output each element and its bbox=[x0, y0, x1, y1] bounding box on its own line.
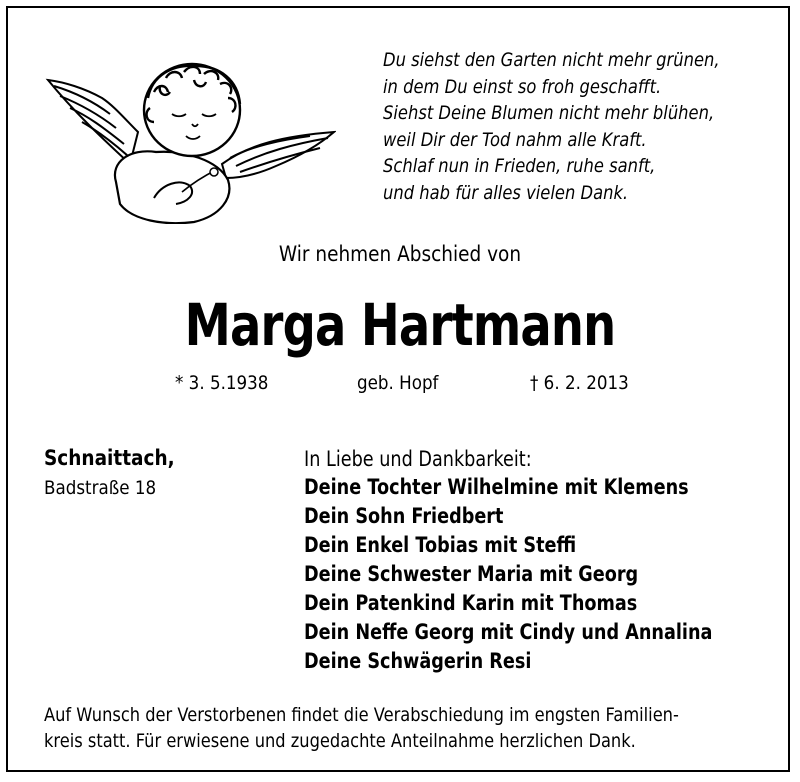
family-lead: In Liebe und Dankbarkeit: bbox=[304, 447, 532, 471]
cherub-angel-icon bbox=[44, 52, 336, 224]
family-member: Dein Sohn Friedbert bbox=[304, 504, 504, 528]
poem-line: weil Dir der Tod nahm alle Kraft. bbox=[383, 128, 647, 151]
maiden-name: geb. Hopf bbox=[357, 372, 439, 394]
family-member: Dein Patenkind Karin mit Thomas bbox=[304, 591, 638, 615]
footer-line: kreis statt. Für erwiesene und zugedachte Anteilnahme herzlichen Dank. bbox=[44, 730, 636, 752]
birth-date: * 3. 5.1938 bbox=[175, 372, 269, 394]
poem-line: Schlaf nun in Frieden, ruhe sanft, bbox=[383, 155, 656, 178]
poem-line: Siehst Deine Blumen nicht mehr blühen, bbox=[383, 102, 715, 125]
address-street: Badstraße 18 bbox=[44, 477, 157, 499]
footer-note bbox=[44, 702, 754, 754]
family-member: Deine Tochter Wilhelmine mit Klemens bbox=[304, 475, 689, 499]
intro-text: Wir nehmen Abschied von bbox=[278, 242, 522, 266]
family-list bbox=[304, 446, 741, 676]
poem-line: Du siehst den Garten nicht mehr grünen, bbox=[383, 49, 720, 71]
deceased-name: Marga Hartmann bbox=[184, 291, 616, 359]
poem bbox=[383, 47, 720, 207]
poem-line: und hab für alles vielen Dank. bbox=[383, 181, 629, 204]
poem-line: in dem Du einst so froh geschafft. bbox=[383, 75, 662, 98]
family-member: Dein Enkel Tobias mit Steffi bbox=[304, 533, 577, 557]
family-member: Deine Schwägerin Resi bbox=[304, 649, 532, 673]
death-date: † 6. 2. 2013 bbox=[530, 372, 629, 394]
family-member: Dein Neffe Georg mit Cindy und Annalina bbox=[304, 620, 713, 644]
address-city: Schnaittach, bbox=[44, 446, 175, 470]
footer-line: Auf Wunsch der Verstorbenen findet die Verabschiedung im engsten Familien- bbox=[44, 704, 679, 726]
family-member: Deine Schwester Maria mit Georg bbox=[304, 562, 639, 586]
